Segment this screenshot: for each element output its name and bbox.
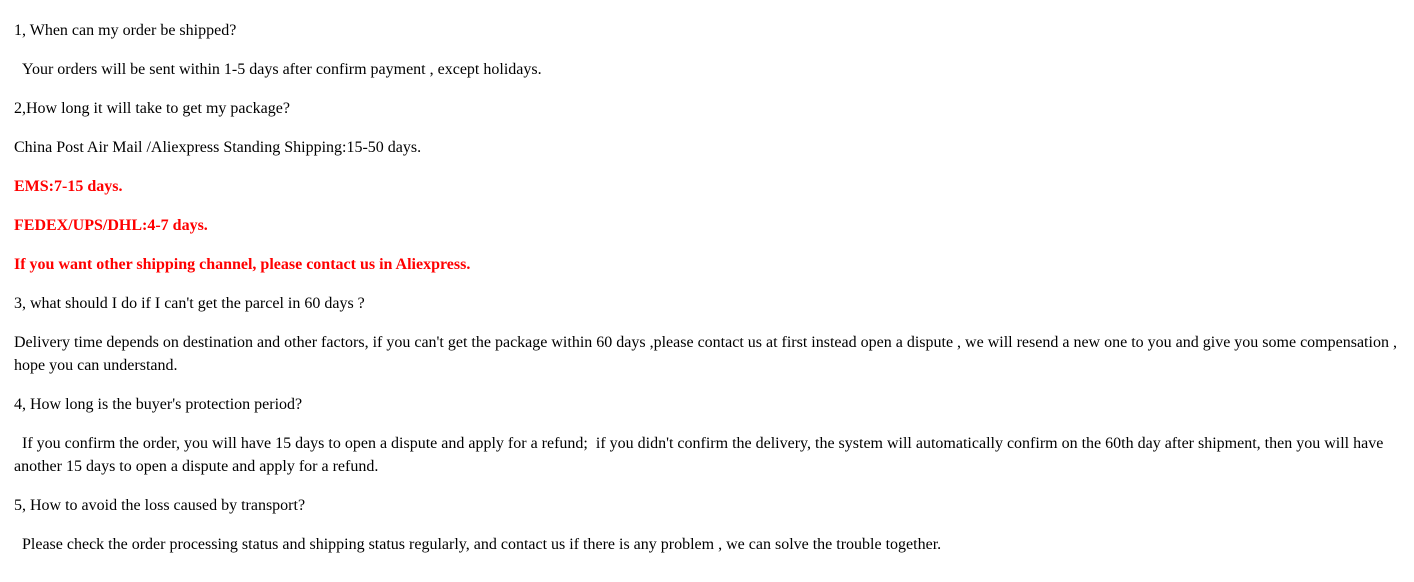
faq-answer-4: If you confirm the order, you will have 15 days to open a dispute and apply for a refund; if you didn't confirm the delivery, the system will automatically confirm on the 60th day after shipment, then you will have another 15 days to open a dispute and apply for a refund. [14,435,1388,475]
faq-answer-2-express: FEDEX/UPS/DHL:4-7 days. [14,217,208,234]
faq-answer-1: Your orders will be sent within 1-5 days after confirm payment , except holidays. [14,61,542,78]
faq-question-2: 2,How long it will take to get my package? [14,100,290,117]
faq-question-4: 4, How long is the buyer's protection period? [14,396,303,413]
faq-answer-5: Please check the order processing status and shipping status regularly, and contact us if there is any problem , we can solve the trouble together. [14,536,942,553]
faq-question-3: 3, what should I do if I can't get the parcel in 60 days ? [14,295,365,312]
faq-answer-2-ems: EMS:7-15 days. [14,178,123,195]
faq-question-1: 1, When can my order be shipped? [14,22,237,39]
faq-answer-2-note: If you want other shipping channel, please contact us in Aliexpress. [14,256,471,273]
faq-answer-3: Delivery time depends on destination and other factors, if you can't get the package within 60 days ,please contact us at first instead open a dispute , we will resend a new one to you and give you some compensation , hope you can understand. [14,334,1401,374]
faq-question-5: 5, How to avoid the loss caused by transport? [14,497,306,514]
faq-answer-2-standard: China Post Air Mail /Aliexpress Standing Shipping:15-50 days. [14,139,422,156]
